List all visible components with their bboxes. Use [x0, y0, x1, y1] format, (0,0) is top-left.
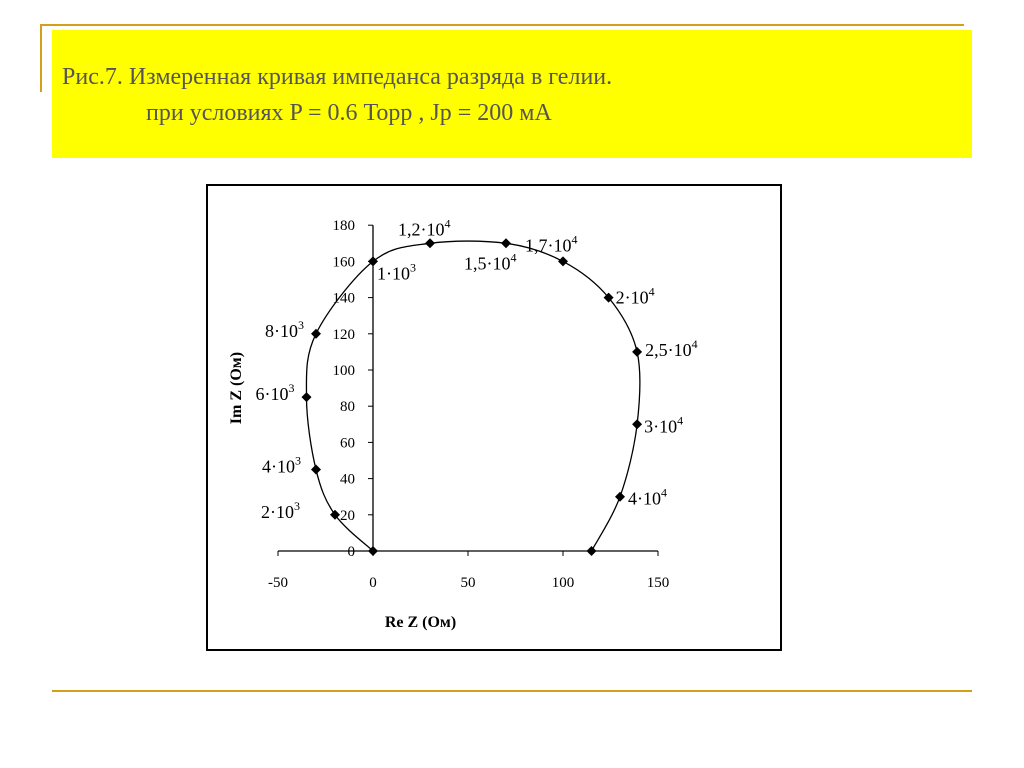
data-point	[558, 256, 568, 266]
point-label: $8\cdot 10^3$	[265, 317, 304, 341]
x-axis-title: Re Z (Ом)	[384, 614, 457, 631]
left-accent-line	[40, 24, 42, 92]
impedance-curve	[306, 241, 640, 551]
y-tick-label: 20	[340, 507, 355, 524]
data-point	[302, 392, 312, 402]
y-tick-label: 140	[332, 290, 355, 307]
point-label: $1,7\cdot 10^4$	[525, 232, 578, 256]
slide-title: Рис.7. Измеренная кривая импеданса разряда в гелии.	[62, 64, 613, 90]
slide-subtitle: при условиях P = 0.6 Торр , Jр = 200 мА	[146, 100, 552, 126]
title-banner	[52, 30, 972, 158]
data-point	[311, 465, 321, 475]
impedance-chart	[208, 186, 780, 649]
data-point	[311, 329, 321, 339]
data-point	[615, 492, 625, 502]
point-label: $4\cdot 10^3$	[262, 453, 301, 477]
point-label: $4\cdot 10^4$	[628, 485, 667, 509]
point-label: $2\cdot 10^3$	[261, 498, 300, 522]
point-label: $6\cdot 10^3$	[255, 381, 295, 405]
data-point	[425, 238, 435, 248]
point-label: $2,5\cdot 10^4$	[645, 336, 698, 360]
x-tick-label: 150	[646, 575, 670, 591]
bottom-accent-line	[52, 690, 972, 692]
point-label: $1,5\cdot 10^4$	[464, 250, 517, 274]
y-tick-label: 0	[347, 544, 355, 560]
y-tick-label: 60	[340, 435, 355, 452]
point-label: $2\cdot 10^4$	[615, 284, 655, 308]
y-tick-label: 80	[340, 399, 355, 416]
data-point	[501, 238, 511, 248]
y-tick-label: 160	[332, 254, 355, 271]
x-tick-label: 50	[460, 575, 476, 591]
data-point	[632, 347, 642, 357]
x-tick-label: 100	[551, 575, 575, 591]
point-label: $1,2\cdot 10^4$	[398, 216, 451, 240]
point-label: $3\cdot 10^4$	[644, 413, 684, 437]
point-label: $1\cdot 10^3$	[377, 260, 416, 284]
data-point	[632, 419, 642, 429]
y-tick-label: 120	[332, 326, 355, 343]
x-tick-label: 0	[369, 575, 377, 591]
x-tick-label: -50	[268, 575, 288, 591]
data-point	[587, 546, 597, 556]
chart-frame	[206, 184, 782, 651]
y-tick-label: 100	[332, 363, 355, 379]
top-accent-line	[40, 24, 964, 26]
y-axis-title: Im Z (Ом)	[228, 351, 245, 425]
y-tick-label: 40	[340, 471, 355, 488]
y-tick-label: 180	[332, 218, 355, 235]
